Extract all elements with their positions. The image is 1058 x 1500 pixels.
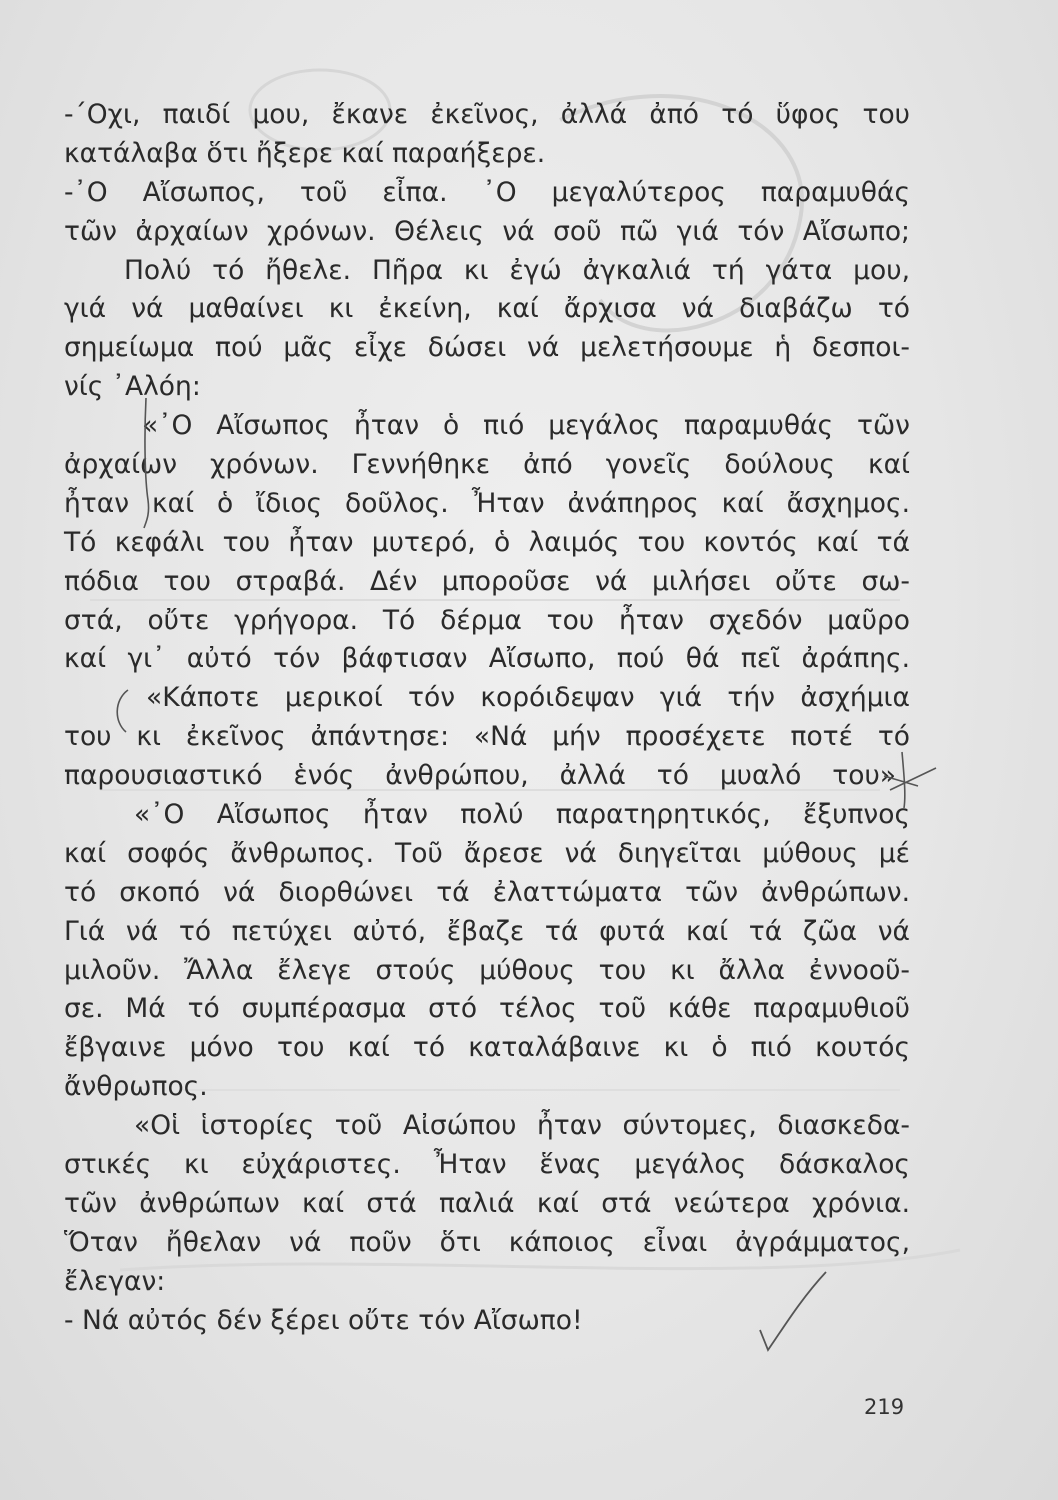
text-line: καί σοφός ἄνθρωπος. Τοῦ ἄρεσε νά διηγεῖται μύθους μέ <box>64 837 910 869</box>
text-line: -᾿Ο Αἴσωπος, τοῦ εἶπα. ᾿Ο μεγαλύτερος παραμυθάς <box>64 176 910 208</box>
page-text <box>64 96 910 1341</box>
text-line: σε. Μά τό συμπέρασμα στό τέλος τοῦ κάθε παραμυθιοῦ <box>64 993 910 1025</box>
text-line: πόδια του στραβά. Δέν μποροῦσε νά μιλήσει οὔτε σω- <box>64 565 910 597</box>
text-line: τῶν ἀνθρώπων καί στά παλιά καί στά νεώτερα χρόνια. <box>64 1187 910 1219</box>
text-line: καί γι᾿ αὐτό τόν βάφτισαν Αἴσωπο, πού θά πεῖ ἀράπης. <box>64 643 910 675</box>
text-line: του κι ἐκεῖνος ἀπάντησε: «Νά μήν προσέχετε ποτέ τό <box>64 721 910 753</box>
text-line: σημείωμα πού μᾶς εἶχε δώσει νά μελετήσουμε ἡ δεσποι- <box>64 332 910 364</box>
text-line: «᾿Ο Αἴσωπος ἦταν ὁ πιό μεγάλος παραμυθάς τῶν <box>142 410 910 442</box>
text-line: -΄Οχι, παιδί μου, ἔκανε ἐκεῖνος, ἀλλά ἀπό τό ὕφος του <box>64 99 910 130</box>
text-line: στά, οὔτε γρήγορα. Τό δέρμα του ἦταν σχεδόν μαῦρο <box>64 604 910 636</box>
text-line: - Νά αὐτός δέν ξέρει οὔτε τόν Αἴσωπο! <box>64 1304 583 1336</box>
text-line: κατάλαβα ὅτι ἤξερε καί παραήξερε. <box>64 137 546 169</box>
text-line: παρουσιαστικό ἑνός ἀνθρώπου, ἀλλά τό μυαλό του» <box>64 760 896 792</box>
text-line: ἄνθρωπος. <box>64 1071 208 1103</box>
page-number: 219 <box>864 1395 905 1419</box>
text-line: ἔλεγαν: <box>64 1265 166 1297</box>
text-line: «Οἱ ἱστορίες τοῦ Αἰσώπου ἦταν σύντομες, διασκεδα- <box>134 1110 910 1142</box>
text-line: τῶν ἀρχαίων χρόνων. Θέλεις νά σοῦ πῶ γιά τόν Αἴσωπο; <box>64 215 910 247</box>
text-line: γιά νά μαθαίνει κι ἐκείνη, καί ἄρχισα νά διαβάζω τό <box>64 293 910 325</box>
text-line: ἦταν καί ὁ ἴδιος δοῦλος. Ἦταν ἀνάπηρος καί ἄσχημος. <box>64 487 910 519</box>
text-line: Πολύ τό ἤθελε. Πῆρα κι ἐγώ ἀγκαλιά τή γάτα μου, <box>124 254 910 286</box>
text-line: «Κάποτε μερικοί τόν κορόιδεψαν γιά τήν ἀσχήμια <box>146 682 910 714</box>
text-line: Ὅταν ἤθελαν νά ποῦν ὅτι κάποιος εἶναι ἀγράμματος, <box>64 1226 910 1258</box>
text-line: τό σκοπό νά διορθώνει τά ἐλαττώματα τῶν ἀνθρώπων. <box>64 876 910 908</box>
text-line: «᾿Ο Αἴσωπος ἦταν πολύ παρατηρητικός, ἔξυπνος <box>134 799 910 831</box>
text-line: Γιά νά τό πετύχει αὐτό, ἔβαζε τά φυτά καί τά ζῶα νά <box>64 915 910 947</box>
text-line: νίς ᾿Αλόη: <box>64 371 201 403</box>
text-line: ἀρχαίων χρόνων. Γεννήθηκε ἀπό γονεῖς δούλους καί <box>64 449 910 481</box>
text-line: Τό κεφάλι του ἦταν μυτερό, ὁ λαιμός του κοντός καί τά <box>64 526 910 558</box>
text-line: μιλοῦν. Ἄλλα ἔλεγε στούς μύθους του κι ἄλλα ἐννοοῦ- <box>64 954 910 986</box>
text-line: στικές κι εὐχάριστες. Ἦταν ἕνας μεγάλος δάσκαλος <box>64 1149 910 1181</box>
text-line: ἔβγαινε μόνο του καί τό καταλάβαινε κι ὁ πιό κουτός <box>64 1032 910 1064</box>
